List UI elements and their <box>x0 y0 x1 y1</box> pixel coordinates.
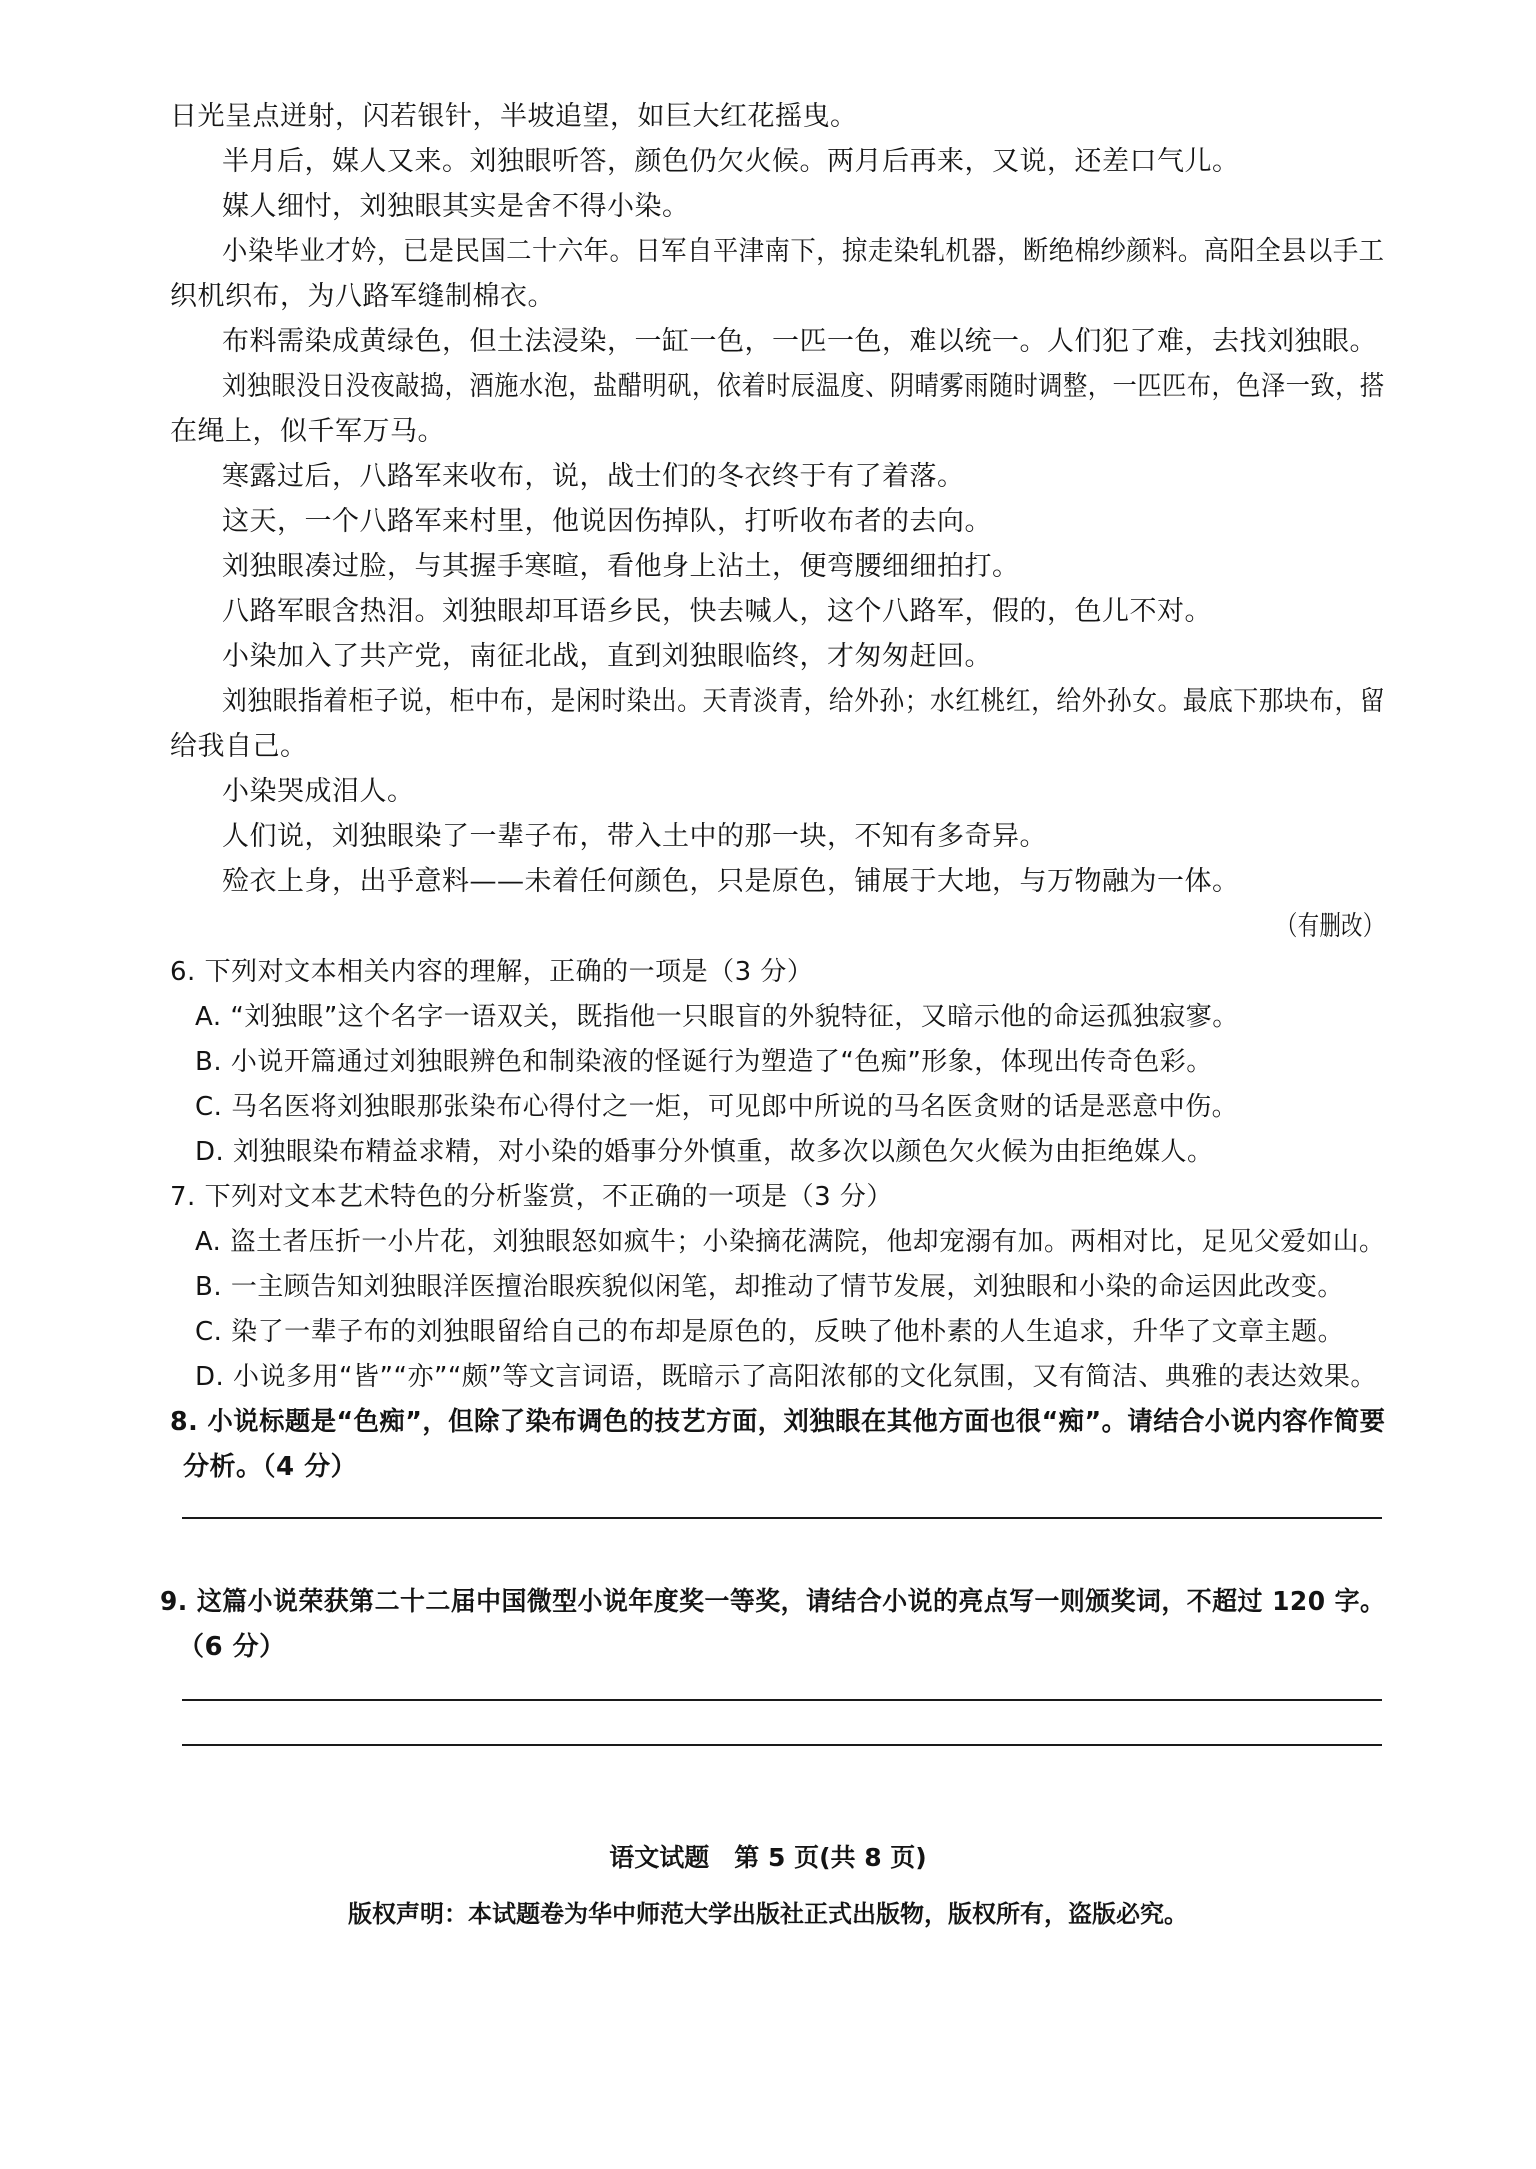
story-paragraph: 人们说，刘独眼染了一辈子布，带入土中的那一块，不知有多奇异。 <box>222 821 1047 852</box>
story-paragraph: 媒人细忖，刘独眼其实是舍不得小染。 <box>222 191 690 222</box>
story-paragraph: 日光呈点迸射，闪若银针，半坡追望，如巨大红花摇曳。 <box>170 101 858 132</box>
answer-line[interactable] <box>182 1699 1382 1701</box>
answer-line[interactable] <box>182 1744 1382 1746</box>
option-d: D. 小说多用“皆”“亦”“颇”等文言词语，既暗示了高阳浓郁的文化氛围，又有简洁、典雅的表达效果。 <box>195 1362 1377 1392</box>
option-c: C. 染了一辈子布的刘独眼留给自己的布却是原色的，反映了他朴素的人生追求，升华了文章主题。 <box>195 1317 1345 1347</box>
story-paragraph: 寒露过后，八路军来收布，说，战士们的冬衣终于有了着落。 <box>222 461 965 492</box>
copyright-notice: 版权声明：本试题卷为华中师范大学出版社正式出版物，版权所有，盗版必究。 <box>348 1900 1188 1928</box>
story-paragraph: 小染哭成泪人。 <box>222 776 415 807</box>
story-paragraph: 半月后，媒人又来。刘独眼听答，颜色仍欠火候。两月后再来，又说，还差口气儿。 <box>222 146 1240 177</box>
story-paragraph: 刘独眼指着柜子说，柜中布，是闲时染出。天青淡青，给外孙；水红桃红，给外孙女。最底下那块布，留 <box>222 686 1386 717</box>
story-paragraph: 小染毕业才妗，已是民国二十六年。日军自平津南下，掠走染轧机器，断绝棉纱颜料。高阳全县以手工 <box>222 236 1385 267</box>
story-paragraph: 八路军眼含热泪。刘独眼却耳语乡民，快去喊人，这个八路军，假的，色儿不对。 <box>222 596 1212 627</box>
abridged-note: （有删改） <box>1276 911 1385 942</box>
question-stem: （6 分） <box>178 1632 286 1662</box>
question-stem: 7. 下列对文本艺术特色的分析鉴赏，不正确的一项是（3 分） <box>170 1182 893 1212</box>
story-paragraph: 这天，一个八路军来村里，他说因伤掉队，打听收布者的去向。 <box>222 506 992 537</box>
question-stem: 分析。（4 分） <box>183 1452 358 1482</box>
answer-line[interactable] <box>182 1517 1382 1519</box>
option-c: C. 马名医将刘独眼那张染布心得付之一炬，可见郎中所说的马名医贪财的话是恶意中伤。 <box>195 1092 1239 1122</box>
story-paragraph: 布料需染成黄绿色，但土法浸染，一缸一色，一匹一色，难以统一。人们犯了难，去找刘独眼。 <box>222 326 1377 357</box>
story-paragraph: 在绳上，似千军万马。 <box>170 416 445 447</box>
story-paragraph: 刘独眼没日没夜敲捣，酒施水泡，盐醋明矾，依着时辰温度、阴晴雾雨随时调整，一匹匹布，色泽一致，搭 <box>222 371 1385 402</box>
option-d: D. 刘独眼染布精益求精，对小染的婚事分外慎重，故多次以颜色欠火候为由拒绝媒人。 <box>195 1137 1214 1167</box>
page-number: 语文试题 第 5 页(共 8 页) <box>609 1843 927 1872</box>
story-paragraph: 小染加入了共产党，南征北战，直到刘独眼临终，才匆匆赶回。 <box>222 641 992 672</box>
story-paragraph: 殓衣上身，出乎意料——未着任何颜色，只是原色，铺展于大地，与万物融为一体。 <box>222 866 1240 897</box>
story-paragraph: 给我自己。 <box>170 731 308 762</box>
option-a: A. 盗土者压折一小片花，刘独眼怒如疯牛；小染摘花满院，他却宠溺有加。两相对比，足见父爱如山。 <box>195 1227 1386 1257</box>
story-paragraph: 刘独眼凑过脸，与其握手寒暄，看他身上沾土，便弯腰细细拍打。 <box>222 551 1020 582</box>
option-b: B. 一主顾告知刘独眼洋医擅治眼疾貌似闲笔，却推动了情节发展，刘独眼和小染的命运因此改变。 <box>195 1272 1344 1302</box>
question-stem: 9. 这篇小说荣获第二十二届中国微型小说年度奖一等奖，请结合小说的亮点写一则颁奖词，不超过 120 字。 <box>160 1587 1386 1617</box>
option-b: B. 小说开篇通过刘独眼辨色和制染液的怪诞行为塑造了“色痴”形象，体现出传奇色彩。 <box>195 1047 1213 1077</box>
question-stem: 6. 下列对文本相关内容的理解，正确的一项是（3 分） <box>170 957 814 987</box>
question-stem: 8. 小说标题是“色痴”，但除了染布调色的技艺方面，刘独眼在其他方面也很“痴”。请结合小说内容作简要 <box>170 1407 1386 1437</box>
option-a: A. “刘独眼”这个名字一语双关，既指他一只眼盲的外貌特征，又暗示他的命运孤独寂寥。 <box>195 1002 1239 1032</box>
story-paragraph: 织机织布，为八路军缝制棉衣。 <box>170 281 555 312</box>
